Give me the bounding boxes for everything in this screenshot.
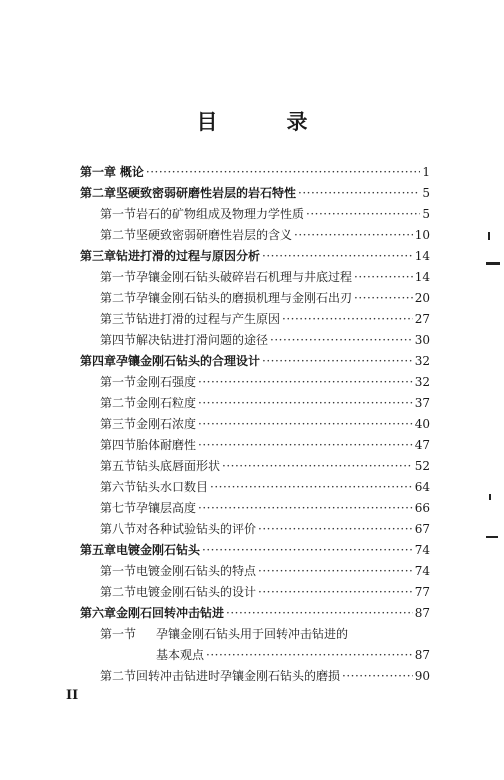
scan-mark bbox=[489, 494, 491, 500]
toc-entry-number: 第二节 bbox=[100, 669, 137, 683]
toc-entry-number: 第三章 bbox=[80, 249, 117, 263]
toc-page-number: 37 bbox=[414, 396, 430, 410]
toc-entry-title: 电镀金刚石钻头的特点 bbox=[136, 564, 257, 578]
toc-entry-title: 孕镶金刚石钻头的磨损机理与金刚石出刃 bbox=[136, 291, 353, 305]
dot-leader bbox=[262, 248, 413, 264]
toc-entry-number: 第一节 bbox=[100, 207, 137, 221]
toc-entry-number: 第六节 bbox=[100, 480, 137, 494]
toc-page-number: 64 bbox=[414, 480, 430, 494]
toc-section-row bbox=[100, 475, 430, 495]
toc-entry-number: 第五节 bbox=[100, 459, 137, 473]
toc-page-number: 5 bbox=[422, 186, 430, 200]
toc-section-row bbox=[100, 454, 430, 474]
dot-leader bbox=[210, 479, 413, 495]
page-title: 目 录 bbox=[196, 109, 332, 134]
toc-entry-number: 第二节 bbox=[100, 585, 137, 599]
toc-entry-title: 基本观点 bbox=[156, 648, 205, 662]
toc-section-row bbox=[100, 664, 430, 684]
toc-section-row bbox=[100, 622, 430, 642]
toc-entry-title: 岩石的矿物组成及物理力学性质 bbox=[136, 207, 305, 221]
toc-section-row bbox=[100, 223, 430, 243]
toc-entry-title: 孕镶金刚石钻头破碎岩石机理与井底过程 bbox=[136, 270, 353, 284]
dot-leader bbox=[198, 374, 413, 390]
dot-leader bbox=[282, 311, 413, 327]
toc-entry-title: 金刚石回转冲击钻进 bbox=[116, 606, 225, 620]
toc-entry-title: 电镀金刚石钻头 bbox=[116, 543, 201, 557]
toc-section-row bbox=[100, 517, 430, 537]
toc-section-row bbox=[100, 580, 430, 600]
dot-leader bbox=[342, 668, 413, 684]
toc-section-row bbox=[100, 433, 430, 453]
toc-page-number: 20 bbox=[414, 291, 430, 305]
toc-entry-number: 第七节 bbox=[100, 501, 137, 515]
toc-section-row bbox=[100, 412, 430, 432]
toc-section-row bbox=[100, 265, 430, 285]
toc-entry-number: 第四章 bbox=[80, 354, 117, 368]
toc-page-number: 27 bbox=[414, 312, 430, 326]
toc-page-number: 14 bbox=[414, 249, 430, 263]
dot-leader bbox=[198, 395, 413, 411]
toc-entry-title: 孕镶金刚石钻头的合理设计 bbox=[116, 354, 261, 368]
toc-entry-number: 第八节 bbox=[100, 522, 137, 536]
dot-leader bbox=[226, 605, 413, 621]
toc-entry-title: 对各种试验钻头的评价 bbox=[136, 522, 257, 536]
toc-page-number: 5 bbox=[422, 207, 430, 221]
toc-entry-number: 第二节 bbox=[100, 228, 137, 242]
toc-entry-title: 金刚石粒度 bbox=[136, 396, 197, 410]
dot-leader bbox=[298, 185, 420, 201]
toc-chapter-row bbox=[80, 160, 430, 180]
dot-leader bbox=[198, 437, 413, 453]
toc-page-number: 74 bbox=[414, 543, 430, 557]
toc-entry-number: 第二节 bbox=[100, 396, 137, 410]
toc-entry-number: 第一节 bbox=[100, 627, 137, 641]
toc-entry-number: 第二节 bbox=[100, 291, 137, 305]
dot-leader bbox=[270, 332, 413, 348]
toc-page-number: 14 bbox=[414, 270, 430, 284]
toc-entry-title: 孕镶金刚石钻头用于回转冲击钻进的 bbox=[156, 627, 349, 641]
scan-mark bbox=[486, 536, 498, 538]
toc-entry-number: 第四节 bbox=[100, 333, 137, 347]
toc-entry-title: 孕镶层高度 bbox=[136, 501, 197, 515]
scan-mark bbox=[488, 232, 490, 240]
toc-chapter-row bbox=[80, 601, 430, 621]
toc-page-number: 30 bbox=[414, 333, 430, 347]
dot-leader bbox=[222, 458, 413, 474]
toc-entry-number: 第六章 bbox=[80, 606, 117, 620]
toc-entry-title: 坚硬致密弱研磨性岩层的含义 bbox=[136, 228, 293, 242]
toc-page-number: 47 bbox=[414, 438, 430, 452]
toc-entry-title: 钻进打滑的过程与产生原因 bbox=[136, 312, 281, 326]
toc-section-row bbox=[100, 202, 430, 222]
toc-page-number: 66 bbox=[414, 501, 430, 515]
dot-leader bbox=[294, 227, 413, 243]
toc-entry-number: 第二章 bbox=[80, 186, 117, 200]
toc-chapter-row bbox=[80, 244, 430, 264]
dot-leader bbox=[354, 269, 413, 285]
toc-section-row bbox=[100, 370, 430, 390]
toc-entry-title: 概论 bbox=[119, 165, 144, 179]
dot-leader bbox=[198, 416, 413, 432]
dot-leader bbox=[306, 206, 420, 222]
toc-page-number: 52 bbox=[414, 459, 430, 473]
toc-page-number: 90 bbox=[414, 669, 430, 683]
page-number: II bbox=[66, 688, 79, 703]
toc-entry-title: 胎体耐磨性 bbox=[136, 438, 197, 452]
toc-chapter-row bbox=[80, 538, 430, 558]
toc-entry-title: 解决钻进打滑问题的途径 bbox=[136, 333, 269, 347]
toc-page-number: 77 bbox=[414, 585, 430, 599]
toc-entry-number: 第三节 bbox=[100, 417, 137, 431]
toc-page-number: 10 bbox=[414, 228, 430, 242]
dot-leader bbox=[202, 542, 413, 558]
toc-page-number: 40 bbox=[414, 417, 430, 431]
toc-section-row bbox=[100, 496, 430, 516]
dot-leader bbox=[206, 647, 413, 663]
toc-entry-title: 钻进打滑的过程与原因分析 bbox=[116, 249, 261, 263]
toc-entry-number: 第一节 bbox=[100, 564, 137, 578]
toc-page-number: 87 bbox=[414, 606, 430, 620]
toc-entry-title: 钻头底唇面形状 bbox=[136, 459, 221, 473]
toc-page-number: 67 bbox=[414, 522, 430, 536]
toc-page-number: 32 bbox=[414, 354, 430, 368]
toc-section-row bbox=[100, 391, 430, 411]
toc-entry-title: 回转冲击钻进时孕镶金刚石钻头的磨损 bbox=[136, 669, 341, 683]
toc-entry-title: 金刚石浓度 bbox=[136, 417, 197, 431]
toc-page-number: 32 bbox=[414, 375, 430, 389]
toc-entry-number: 第一章 bbox=[80, 165, 117, 179]
toc-entry-number: 第四节 bbox=[100, 438, 137, 452]
toc-entry-number: 第三节 bbox=[100, 312, 137, 326]
toc-section-row bbox=[100, 559, 430, 579]
toc-page-number: 74 bbox=[414, 564, 430, 578]
toc-entry-title: 金刚石强度 bbox=[136, 375, 197, 389]
toc-page-number: 1 bbox=[422, 165, 430, 179]
toc-page-number: 87 bbox=[414, 648, 430, 662]
toc-chapter-row bbox=[80, 349, 430, 369]
dot-leader bbox=[146, 164, 420, 180]
dot-leader bbox=[258, 521, 413, 537]
toc-entry-number: 第一节 bbox=[100, 270, 137, 284]
dot-leader bbox=[354, 290, 413, 306]
dot-leader bbox=[198, 500, 413, 516]
toc-entry-number: 第五章 bbox=[80, 543, 117, 557]
toc-section-row bbox=[100, 286, 430, 306]
toc-entry-title: 电镀金刚石钻头的设计 bbox=[136, 585, 257, 599]
toc-entry-title: 坚硬致密弱研磨性岩层的岩石特性 bbox=[116, 186, 297, 200]
toc-chapter-row bbox=[80, 181, 430, 201]
toc-section-row bbox=[100, 328, 430, 348]
toc-section-row bbox=[100, 307, 430, 327]
dot-leader bbox=[258, 563, 413, 579]
toc-section-row bbox=[156, 643, 430, 663]
toc-entry-number: 第一节 bbox=[100, 375, 137, 389]
scan-mark bbox=[486, 262, 500, 265]
toc-entry-title: 钻头水口数目 bbox=[136, 480, 209, 494]
dot-leader bbox=[262, 353, 413, 369]
dot-leader bbox=[258, 584, 413, 600]
